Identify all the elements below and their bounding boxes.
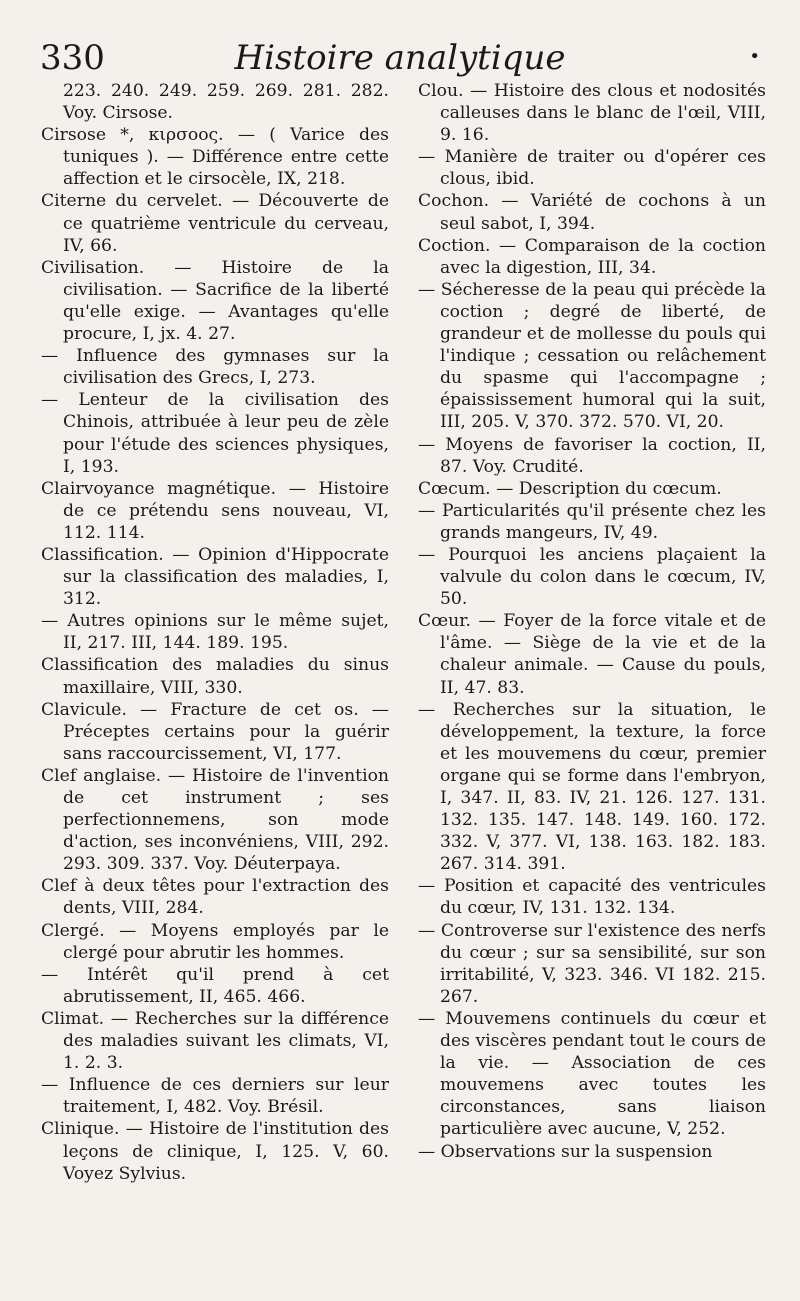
index-entry: — Manière de traiter ou d'opérer ces clous, ibid. xyxy=(418,147,766,190)
index-entry: — Controverse sur l'existence des nerfs du cœur ; sur sa sensibilité, sur son irritabilité, V, 323. 346. VI 182. 215. 267. xyxy=(418,920,766,1007)
index-entry: — Lenteur de la civilisation des Chinois, attribuée à leur peu de zèle pour l'étude des sciences physiques, I, 193. xyxy=(41,390,389,477)
index-entry: Cirsose *, κιρσοος. — ( Varice des tuniques ). — Différence entre cette affection et le cirsocèle, IX, 218. xyxy=(41,125,389,190)
index-entry: — Moyens de favoriser la coction, II, 87. Voy. Crudité. xyxy=(418,434,766,477)
index-entry: Clinique. — Histoire de l'institution des leçons de clinique, I, 125. V, 60. Voyez Sylvius. xyxy=(41,1119,389,1184)
index-entry: — Mouvemens continuels du cœur et des viscères pendant tout le cours de la vie. — Association de ces mouvemens avec toutes les circonstances, sans liaison particulière avec aucune, V, 252. xyxy=(418,1008,766,1140)
left-column xyxy=(41,80,389,1185)
index-entry: Clergé. — Moyens employés par le clergé pour abrutir les hommes. xyxy=(41,920,389,963)
index-entry: Clavicule. — Fracture de cet os. — Préceptes certains pour la guérir sans raccourcissement, VI, 177. xyxy=(41,699,389,764)
index-entry: Clairvoyance magnétique. — Histoire de ce prétendu sens nouveau, VI, 112. 114. xyxy=(41,478,389,543)
index-entry: — Influence de ces derniers sur leur traitement, I, 482. Voy. Brésil. xyxy=(41,1075,389,1118)
index-entry: Citerne du cervelet. — Découverte de ce quatrième ventricule du cerveau, IV, 66. xyxy=(41,191,389,256)
index-entry: Cœur. — Foyer de la force vitale et de l'âme. — Siège de la vie et de la chaleur animale. — Cause du pouls, II, 47. 83. xyxy=(418,611,766,698)
index-entry: Classification des maladies du sinus maxillaire, VIII, 330. xyxy=(41,655,389,698)
index-entry: Clef anglaise. — Histoire de l'invention de cet instrument ; ses perfectionnemens, son mode d'action, ses inconvéniens, VIII, 292. 293. 309. 337. Voy. Déuterpaya. xyxy=(41,765,389,875)
index-entry: Clou. — Histoire des clous et nodosités calleuses dans le blanc de l'œil, VIII, 9. 16. xyxy=(418,81,766,146)
index-entry: — Recherches sur la situation, le développement, la texture, la force et les mouvemens du cœur, premier organe qui se forme dans l'embryon, I, 347. II, 83. IV, 21. 126. 127. 131. 132. 135. 147. 148. 149. 160. 172. 332. V, 377. VI, 138. 163. 182. 183. 267. 314. 391. xyxy=(418,699,766,875)
index-entry: Clef à deux têtes pour l'extraction des dents, VIII, 284. xyxy=(41,876,389,919)
index-entry: — Particularités qu'il présente chez les grands mangeurs, IV, 49. xyxy=(418,500,766,543)
index-entry: — Observations sur la suspension xyxy=(418,1141,713,1162)
index-entry: Classification. — Opinion d'Hippocrate sur la classification des maladies, I, 312. xyxy=(41,544,389,610)
index-entry: Cœcum. — Description du cœcum. xyxy=(418,478,722,499)
index-entry: Coction. — Comparaison de la coction avec la digestion, III, 34. xyxy=(418,235,766,278)
page-number: 330 xyxy=(40,38,105,78)
right-column xyxy=(418,80,766,1163)
index-entry: — Intérêt qu'il prend à cet abrutissement, II, 465. 466. xyxy=(41,964,389,1007)
running-title: Histoire analytique xyxy=(234,38,566,78)
index-entry: 223. 240. 249. 259. 269. 281. 282. Voy. Cirsose. xyxy=(63,81,389,124)
index-entry: Civilisation. — Histoire de la civilisation. — Sacrifice de la liberté qu'elle exige. — Avantages qu'elle procure, I, jx. 4. 27. xyxy=(41,257,389,345)
index-entry: — Influence des gymnases sur la civilisation des Grecs, I, 273. xyxy=(41,346,389,389)
index-entry: Cochon. — Variété de cochons à un seul sabot, I, 394. xyxy=(418,191,766,234)
index-entry: — Sécheresse de la peau qui précède la coction ; degré de liberté, de grandeur et de mollesse du pouls qui l'indique ; cessation ou relâchement du spasme qui l'accompagne ; épaississement humoral qui la suit, III, 205. V, 370. 372. 570. VI, 20. xyxy=(418,279,766,433)
printer-mark: • xyxy=(749,46,760,67)
index-entry: — Autres opinions sur le même sujet, II, 217. III, 144. 189. 195. xyxy=(41,611,389,654)
index-entry: — Pourquoi les anciens plaçaient la valvule du colon dans le cœcum, IV, 50. xyxy=(418,544,766,610)
index-entry: — Position et capacité des ventricules du cœur, IV, 131. 132. 134. xyxy=(418,876,766,919)
index-entry: Climat. — Recherches sur la différence des maladies suivant les climats, VI, 1. 2. 3. xyxy=(41,1008,389,1074)
